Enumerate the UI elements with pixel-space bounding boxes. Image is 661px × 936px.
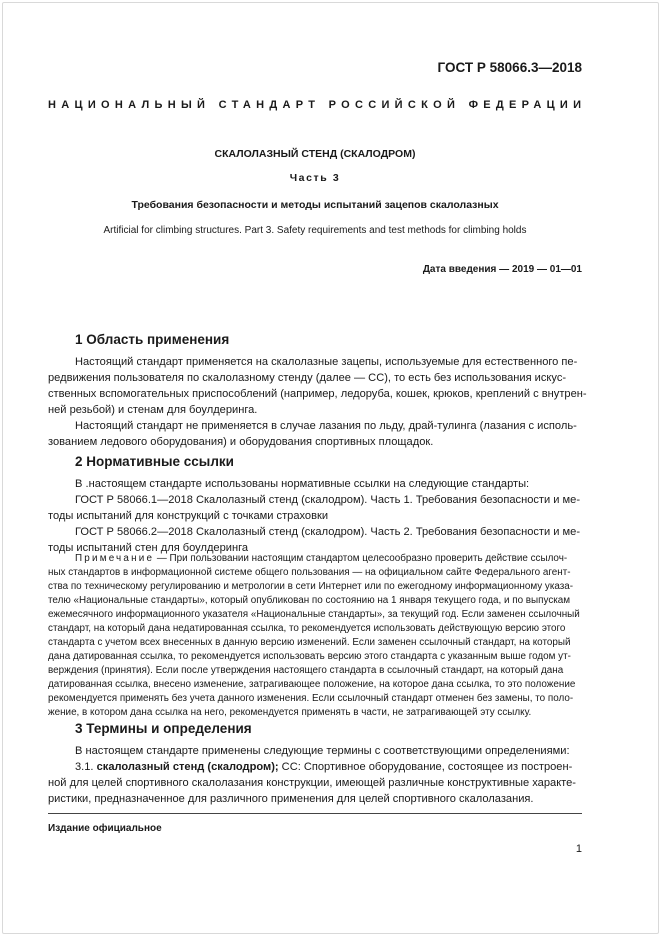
- term-first-line: [48, 759, 582, 775]
- note-line: рекомендуется применять без учета данного изменения. Если ссылочный стандарт отменен без замены, то поло-: [48, 693, 574, 704]
- paragraph-line: Настоящий стандарт применяется на скалолазные зацепы, используемые для естественного пе-: [75, 356, 578, 368]
- note-first-line: [48, 552, 582, 566]
- section-3-body: [48, 743, 582, 807]
- paragraph-line: ней резьбой) и стенам для боулдеринга.: [48, 404, 258, 416]
- note-line: ства по техническому регулированию и метрологии в сети Интернет или по ежегодному информационному указа-: [48, 581, 574, 592]
- paragraph-line: зованием ледового оборудования) и оборудования спортивных площадок.: [48, 436, 434, 448]
- reference-line: ГОСТ Р 58066.2—2018 Скалолазный стенд (скалодром). Часть 2. Требования безопасности и ме-: [75, 526, 581, 538]
- page-number: 1: [575, 843, 582, 855]
- note-line: жение, в котором дана ссылка на него, рекомендуется применять в части, не затрагивающей эту ссылку.: [48, 707, 532, 718]
- note-line: дана датированная ссылка, то рекомендуется использовать версию этого стандарта с указанным выше годом ут-: [48, 651, 571, 662]
- document-number: ГОСТ Р 58066.3—2018: [437, 60, 582, 75]
- section-2-note: [48, 552, 582, 720]
- standard-title: СКАЛОЛАЗНЫЙ СТЕНД (СКАЛОДРОМ): [214, 148, 416, 160]
- national-standard-heading: НАЦИОНАЛЬНЫЙ СТАНДАРТ РОССИЙСКОЙ ФЕДЕРАЦИИ: [48, 99, 587, 111]
- term-name: скалолазный стенд (скалодром);: [96, 761, 279, 773]
- paragraph-line: В .настоящем стандарте использованы нормативные ссылки на следующие стандарты:: [75, 478, 530, 490]
- paragraph-line: Настоящий стандарт не применяется в случае лазания по льду, драй-тулинга (лазания с исполь-: [75, 420, 577, 432]
- note-line: датированная ссылка, внесено изменение, затрагивающее положение, на которое дана ссылка, то это положение: [48, 679, 576, 690]
- section-1-body: [48, 354, 587, 450]
- note-line: стандарт, на который дана недатированная ссылка, то рекомендуется использовать действующую версию этого: [48, 623, 566, 634]
- note-label: Примечание: [75, 553, 155, 564]
- paragraph-line: ственных вспомогательных приспособлений (например, ледоруба, кошек, крюков, креплений с внутрен-: [48, 388, 587, 400]
- reference-line: тоды испытаний стен для боулдеринга: [48, 542, 249, 554]
- note-line: ных стандартов в информационной системе общего пользования — на официальном сайте Федерального агент-: [48, 567, 571, 578]
- edition-label: Издание официальное: [48, 823, 162, 834]
- note-line: верждения (принятия). Если после утверждения настоящего стандарта в ссылочный стандарт, на который дана: [48, 665, 564, 676]
- term-line: ной для целей спортивного скалолазания конструкции, имеющей различные конструктивные характе-: [48, 777, 576, 789]
- reference-line: тоды испытаний для конструкций с точками страховки: [48, 510, 329, 522]
- introduction-date: Дата введения — 2019 — 01—01: [422, 264, 582, 275]
- standard-subtitle: Требования безопасности и методы испытаний зацепов скалолазных: [131, 199, 499, 211]
- term-line: ристики, предназначенное для различного применения для целей спортивного скалолазания.: [48, 793, 534, 805]
- footer-divider: [48, 813, 582, 814]
- section-2-body: [48, 476, 582, 556]
- reference-line: ГОСТ Р 58066.1—2018 Скалолазный стенд (скалодром). Часть 1. Требования безопасности и ме-: [75, 494, 581, 506]
- note-line: ежемесячного информационного указателя «Национальные стандарты», за текущий год. Если заменен ссылочный: [48, 609, 580, 620]
- section-3-heading: 3 Термины и определения: [75, 721, 252, 736]
- paragraph-line: В настоящем стандарте применены следующие термины с соответствующими определениями:: [75, 745, 570, 757]
- part-label: Часть 3: [289, 172, 341, 184]
- english-title: Artificial for climbing structures. Part 3. Safety requirements and test methods for climbing holds: [103, 225, 527, 236]
- note-line: стандарта с учетом всех внесенных в данную версию изменений. Если заменен ссылочный стандарт, на который: [48, 637, 571, 648]
- section-2-heading: 2 Нормативные ссылки: [75, 454, 234, 469]
- section-1-heading: 1 Область применения: [75, 332, 230, 347]
- term-definition: СС: Спортивное оборудование, состоящее из построен-: [278, 761, 573, 773]
- paragraph-line: редвижения пользователя по скалолазному стенду (далее — СС), то есть без использования искус-: [48, 372, 567, 384]
- note-line: телю «Национальные стандарты», который опубликован по состоянию на 1 января текущего года, и по выпускам: [48, 595, 571, 606]
- term-number: 3.1.: [75, 761, 97, 773]
- note-text: — При пользовании настоящим стандартом целесообразно проверить действие ссылоч-: [154, 553, 568, 564]
